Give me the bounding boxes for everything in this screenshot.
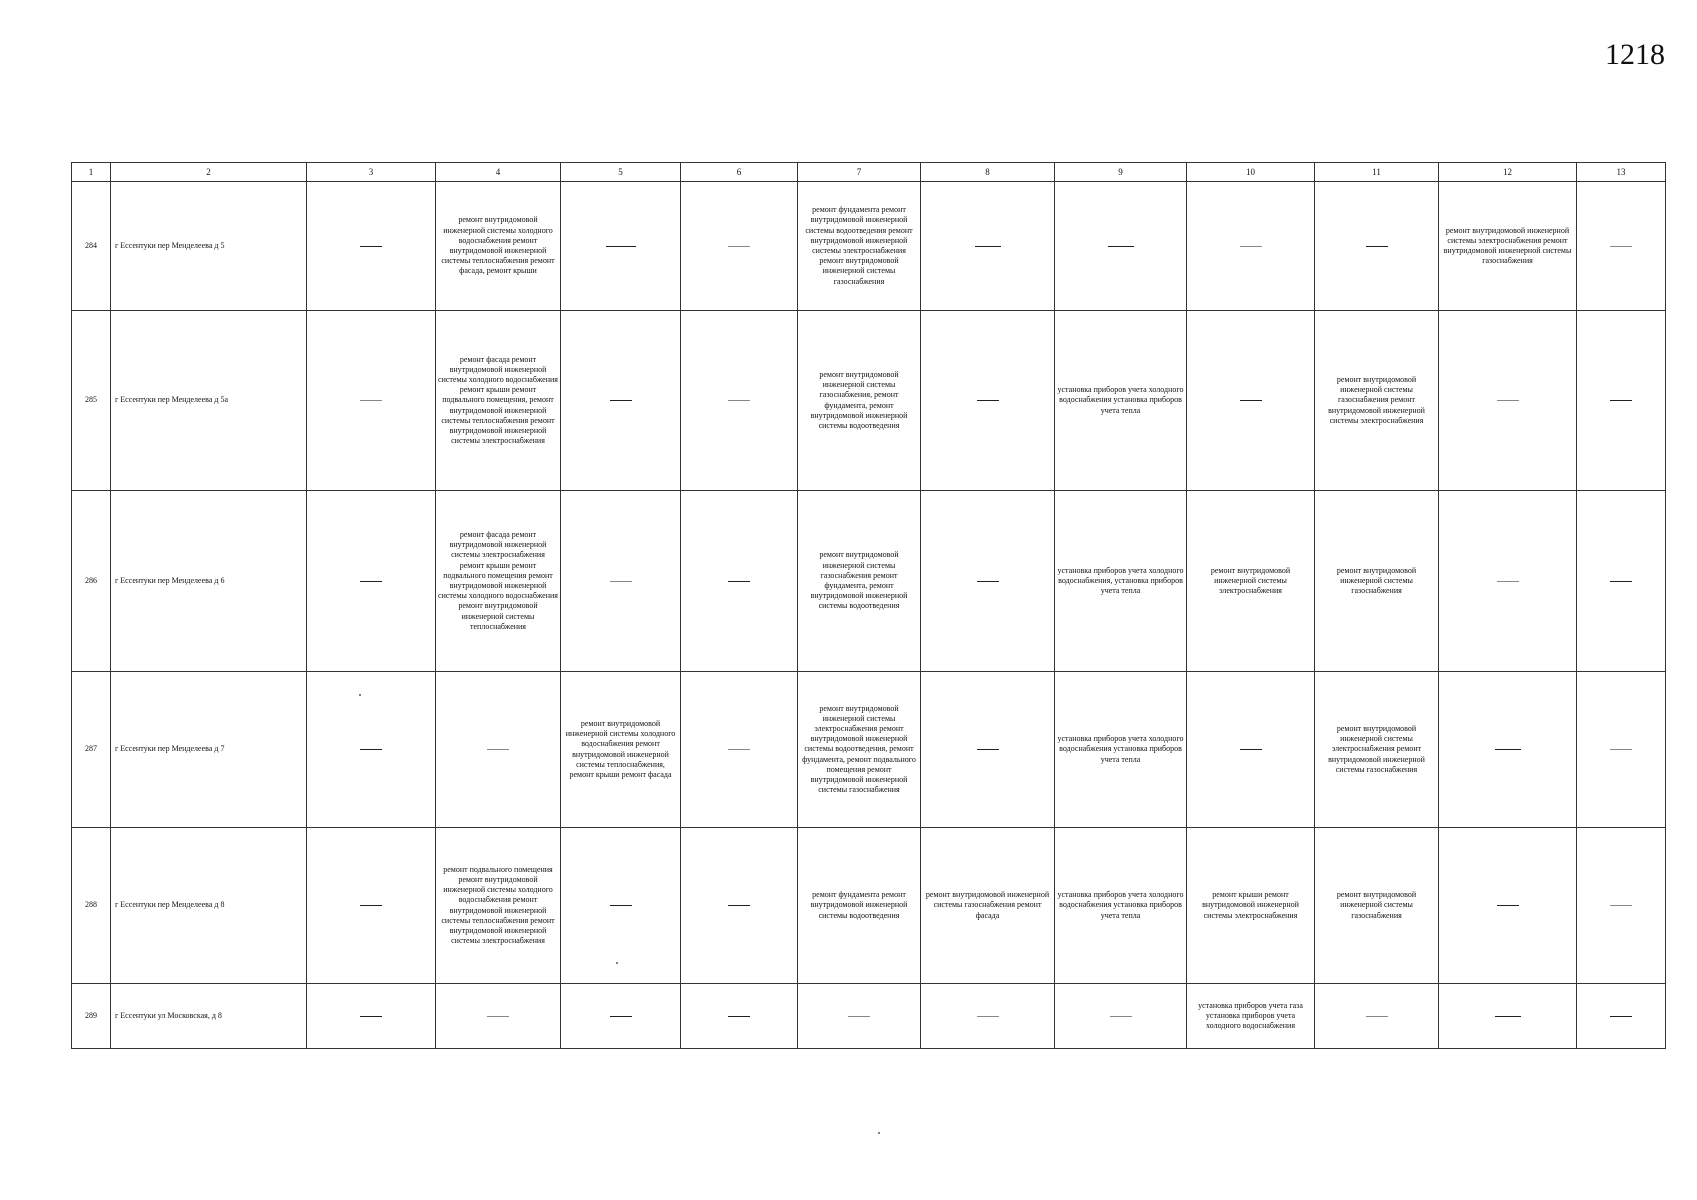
dash xyxy=(1240,749,1262,750)
dash xyxy=(728,1016,750,1017)
empty-cell xyxy=(1315,984,1439,1049)
dash xyxy=(728,246,750,247)
address-cell: г Ессентуки пер Менделеева д 5а xyxy=(111,311,307,491)
empty-cell xyxy=(681,182,798,311)
dash xyxy=(1108,246,1134,247)
work-cell: установка приборов учета газа установка приборов учета холодного водоснабжения xyxy=(1187,984,1315,1049)
work-cell: ремонт фасада ремонт внутридомовой инженерной системы холодного водоснабжения ремонт крыши ремонт подвального помещения, ремонт внутридомовой инженерной системы теплоснабжения ремонт внутридомовой инженерной системы электроснабжения xyxy=(436,311,561,491)
empty-cell xyxy=(436,672,561,828)
empty-cell xyxy=(921,491,1055,672)
column-number: 6 xyxy=(681,163,798,182)
column-number: 7 xyxy=(798,163,921,182)
dash xyxy=(1610,905,1632,906)
dash xyxy=(1610,400,1632,401)
empty-cell xyxy=(1577,672,1666,828)
column-number: 11 xyxy=(1315,163,1439,182)
empty-cell xyxy=(681,311,798,491)
dash xyxy=(360,749,382,750)
dash xyxy=(1240,400,1262,401)
empty-cell xyxy=(1577,311,1666,491)
dash xyxy=(610,1016,632,1017)
work-cell: ремонт фундамента ремонт внутридомовой инженерной системы водоотведения xyxy=(798,828,921,984)
table-row xyxy=(72,828,1666,984)
dash xyxy=(1610,246,1632,247)
column-number: 4 xyxy=(436,163,561,182)
empty-cell xyxy=(1439,984,1577,1049)
work-cell: установка приборов учета холодного водоснабжения установка приборов учета тепла xyxy=(1055,672,1187,828)
work-cell: ремонт внутридомовой инженерной системы газоснабжения ремонт фундамента, ремонт внутридомовой инженерной системы водоотведения xyxy=(798,491,921,672)
empty-cell xyxy=(921,984,1055,1049)
column-number-row xyxy=(72,163,1666,182)
dash xyxy=(977,400,999,401)
column-number: 9 xyxy=(1055,163,1187,182)
repair-schedule-table xyxy=(71,162,1666,1049)
empty-cell xyxy=(307,491,436,672)
table-row xyxy=(72,491,1666,672)
work-cell: ремонт внутридомовой инженерной системы электроснабжения ремонт внутридомовой инженерной системы водоотведения, ремонт фундамента, ремонт подвального помещения ремонт внутридомовой инженерной системы газоснабжения xyxy=(798,672,921,828)
column-number: 13 xyxy=(1577,163,1666,182)
column-number: 12 xyxy=(1439,163,1577,182)
empty-cell xyxy=(1055,984,1187,1049)
address-cell: г Ессентуки пер Менделеева д 5 xyxy=(111,182,307,311)
row-number: 286 xyxy=(72,491,111,672)
dash xyxy=(728,749,750,750)
empty-cell xyxy=(1577,828,1666,984)
dash xyxy=(360,1016,382,1017)
address-cell: г Ессентуки ул Московская, д 8 xyxy=(111,984,307,1049)
empty-cell xyxy=(1439,491,1577,672)
row-number: 287 xyxy=(72,672,111,828)
row-number: 288 xyxy=(72,828,111,984)
dash xyxy=(728,400,750,401)
empty-cell xyxy=(1187,311,1315,491)
empty-cell xyxy=(1439,311,1577,491)
dash xyxy=(1610,749,1632,750)
empty-cell xyxy=(561,182,681,311)
dash xyxy=(487,749,509,750)
empty-cell xyxy=(921,182,1055,311)
work-cell: ремонт внутридомовой инженерной системы электроснабжения ремонт внутридомовой инженерной системы газоснабжения xyxy=(1439,182,1577,311)
empty-cell xyxy=(1577,182,1666,311)
empty-cell xyxy=(921,311,1055,491)
empty-cell xyxy=(681,984,798,1049)
scan-speck xyxy=(878,1132,880,1134)
empty-cell xyxy=(561,311,681,491)
page-number: 1218 xyxy=(1605,38,1665,71)
column-number: 5 xyxy=(561,163,681,182)
dash xyxy=(1610,581,1632,582)
empty-cell xyxy=(921,672,1055,828)
work-cell: ремонт внутридомовой инженерной системы холодного водоснабжения ремонт внутридомовой инженерной системы теплоснабжения ремонт фасада, ремонт крыши xyxy=(436,182,561,311)
column-number: 1 xyxy=(72,163,111,182)
work-cell: ремонт подвального помещения ремонт внутридомовой инженерной системы холодного водоснабжения ремонт внутридомовой инженерной системы теплоснабжения ремонт внутридомовой инженерной системы электроснабжения xyxy=(436,828,561,984)
dash xyxy=(1110,1016,1132,1017)
empty-cell xyxy=(307,182,436,311)
work-cell: установка приборов учета холодного водоснабжения установка приборов учета тепла xyxy=(1055,828,1187,984)
work-cell: ремонт внутридомовой инженерной системы газоснабжения ремонт фасада xyxy=(921,828,1055,984)
column-number: 10 xyxy=(1187,163,1315,182)
dash xyxy=(848,1016,870,1017)
empty-cell xyxy=(1187,182,1315,311)
dash xyxy=(975,246,1001,247)
address-cell: г Ессентуки пер Менделеева д 7 xyxy=(111,672,307,828)
dash xyxy=(1497,400,1519,401)
table-row xyxy=(72,311,1666,491)
work-cell: установка приборов учета холодного водоснабжения установка приборов учета тепла xyxy=(1055,311,1187,491)
dash xyxy=(360,400,382,401)
dash xyxy=(1240,246,1262,247)
dash xyxy=(1366,1016,1388,1017)
work-cell: ремонт крыши ремонт внутридомовой инженерной системы электроснабжения xyxy=(1187,828,1315,984)
column-number: 2 xyxy=(111,163,307,182)
empty-cell xyxy=(681,828,798,984)
dash xyxy=(610,905,632,906)
work-cell: ремонт внутридомовой инженерной системы газоснабжения xyxy=(1315,491,1439,672)
dash xyxy=(977,1016,999,1017)
dash xyxy=(1497,581,1519,582)
dash xyxy=(360,905,382,906)
column-number: 3 xyxy=(307,163,436,182)
empty-cell xyxy=(307,311,436,491)
work-cell: ремонт внутридомовой инженерной системы электроснабжения ремонт внутридомовой инженерной системы газоснабжения xyxy=(1315,672,1439,828)
empty-cell xyxy=(561,828,681,984)
dash xyxy=(728,581,750,582)
address-cell: г Ессентуки пер Менделеева д 6 xyxy=(111,491,307,672)
dash xyxy=(1495,749,1521,750)
dash xyxy=(606,246,636,247)
work-cell: ремонт внутридомовой инженерной системы газоснабжения, ремонт фундамента, ремонт внутридомовой инженерной системы водоотведения xyxy=(798,311,921,491)
empty-cell xyxy=(1577,984,1666,1049)
column-number: 8 xyxy=(921,163,1055,182)
work-cell: ремонт внутридомовой инженерной системы газоснабжения xyxy=(1315,828,1439,984)
dash xyxy=(1495,1016,1521,1017)
work-cell: ремонт внутридомовой инженерной системы электроснабжения xyxy=(1187,491,1315,672)
table-row xyxy=(72,182,1666,311)
table-row xyxy=(72,984,1666,1049)
dash xyxy=(1610,1016,1632,1017)
row-number: 289 xyxy=(72,984,111,1049)
empty-cell xyxy=(1315,182,1439,311)
dash xyxy=(977,749,999,750)
empty-cell xyxy=(681,672,798,828)
row-number: 284 xyxy=(72,182,111,311)
empty-cell xyxy=(1439,828,1577,984)
dash xyxy=(610,400,632,401)
empty-cell xyxy=(1577,491,1666,672)
work-cell: ремонт фундамента ремонт внутридомовой инженерной системы водоотведения ремонт внутридомовой инженерной системы электроснабжения ремонт внутридомовой инженерной системы газоснабжения xyxy=(798,182,921,311)
scan-speck xyxy=(359,694,361,696)
empty-cell xyxy=(798,984,921,1049)
dash xyxy=(1497,905,1519,906)
empty-cell xyxy=(1439,672,1577,828)
dash xyxy=(360,581,382,582)
dash xyxy=(728,905,750,906)
work-cell: установка приборов учета холодного водоснабжения, установка приборов учета тепла xyxy=(1055,491,1187,672)
dash xyxy=(487,1016,509,1017)
empty-cell xyxy=(681,491,798,672)
empty-cell xyxy=(561,984,681,1049)
empty-cell xyxy=(1187,672,1315,828)
dash xyxy=(360,246,382,247)
scan-speck xyxy=(616,962,618,964)
empty-cell xyxy=(307,828,436,984)
work-cell: ремонт внутридомовой инженерной системы холодного водоснабжения ремонт внутридомовой инженерной системы теплоснабжения, ремонт крыши ремонт фасада xyxy=(561,672,681,828)
empty-cell xyxy=(561,491,681,672)
empty-cell xyxy=(307,672,436,828)
address-cell: г Ессентуки пер Менделеева д 8 xyxy=(111,828,307,984)
work-cell: ремонт фасада ремонт внутридомовой инженерной системы электроснабжения ремонт крыши ремонт подвального помещения ремонт внутридомовой инженерной системы холодного водоснабжения ремонт внутридомовой инженерной системы теплоснабжения xyxy=(436,491,561,672)
empty-cell xyxy=(1055,182,1187,311)
empty-cell xyxy=(307,984,436,1049)
table-row xyxy=(72,672,1666,828)
work-cell: ремонт внутридомовой инженерной системы газоснабжения ремонт внутридомовой инженерной системы электроснабжения xyxy=(1315,311,1439,491)
row-number: 285 xyxy=(72,311,111,491)
dash xyxy=(977,581,999,582)
empty-cell xyxy=(436,984,561,1049)
dash xyxy=(610,581,632,582)
dash xyxy=(1366,246,1388,247)
